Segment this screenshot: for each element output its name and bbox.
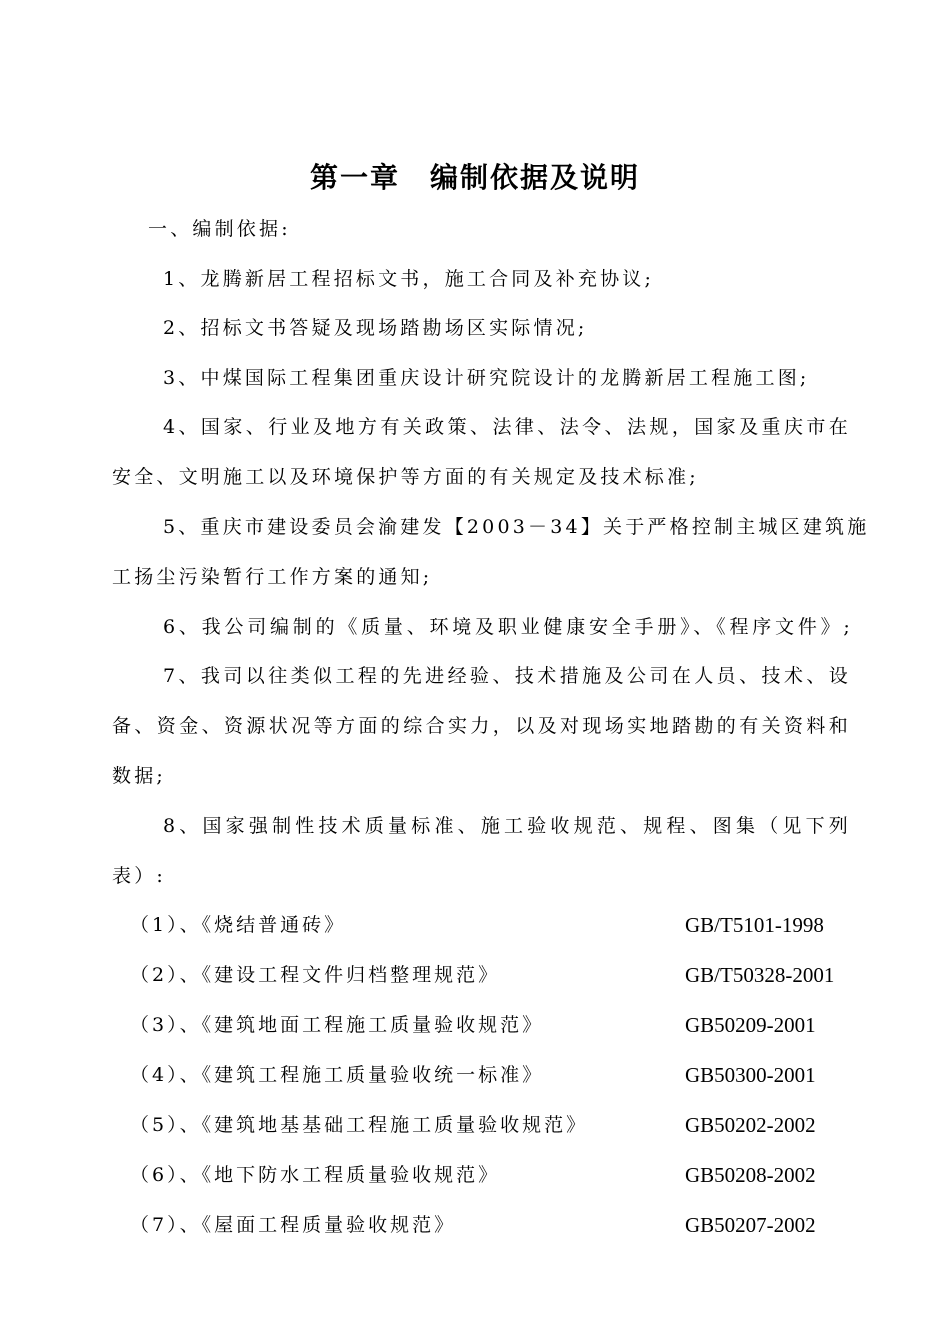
chapter-title: 第一章 编制依据及说明 <box>309 161 640 194</box>
basis-item-8-line-1: 8、国家强制性技术质量标准、施工验收规范、规程、图集（见下列 <box>163 815 851 837</box>
standard-label: （1）、《烧结普通砖》 <box>130 914 347 936</box>
standard-label: （3）、《建筑地面工程施工质量验收规范》 <box>130 1014 545 1036</box>
standard-label: （4）、《建筑工程施工质量验收统一标准》 <box>130 1064 545 1086</box>
basis-item-6: 6、我公司编制的《质量、环境及职业健康安全手册》、《程序文件》; <box>163 616 853 638</box>
standard-code: GB50208-2002 <box>685 1163 816 1187</box>
basis-item-4-line-1: 4、国家、行业及地方有关政策、法律、法令、法规，国家及重庆市在 <box>163 416 851 438</box>
basis-item-1: 1、龙腾新居工程招标文书，施工合同及补充协议; <box>163 268 655 290</box>
standard-code: GB/T50328-2001 <box>685 963 835 987</box>
basis-item-5-line-1: 5、重庆市建设委员会渝建发【2003－34】关于严格控制主城区建筑施 <box>163 516 870 538</box>
standard-label: （6）、《地下防水工程质量验收规范》 <box>130 1164 501 1186</box>
standard-code: GB50202-2002 <box>685 1113 816 1137</box>
standard-code: GB50207-2002 <box>685 1213 816 1237</box>
basis-item-2: 2、招标文书答疑及现场踏勘场区实际情况; <box>163 317 588 339</box>
basis-item-3: 3、中煤国际工程集团重庆设计研究院设计的龙腾新居工程施工图; <box>163 367 810 389</box>
standard-code: GB50209-2001 <box>685 1013 816 1037</box>
basis-item-4-line-2: 安全、文明施工以及环境保护等方面的有关规定及技术标准; <box>112 466 699 488</box>
standard-label: （7）、《屋面工程质量验收规范》 <box>130 1214 457 1236</box>
basis-item-8-line-2: 表）: <box>112 865 167 887</box>
section-heading: 一、编制依据: <box>148 218 291 240</box>
standard-code: GB50300-2001 <box>685 1063 816 1087</box>
basis-item-7-line-1: 7、我司以往类似工程的先进经验、技术措施及公司在人员、技术、设 <box>163 665 851 687</box>
basis-item-5-line-2: 工扬尘污染暂行工作方案的通知; <box>112 566 433 588</box>
standard-label: （5）、《建筑地基基础工程施工质量验收规范》 <box>130 1114 589 1136</box>
standard-code: GB/T5101-1998 <box>685 913 824 937</box>
basis-item-7-line-3: 数据; <box>112 765 167 787</box>
basis-item-7-line-2: 备、资金、资源状况等方面的综合实力，以及对现场实地踏勘的有关资料和 <box>112 715 851 737</box>
standard-label: （2）、《建设工程文件归档整理规范》 <box>130 964 501 986</box>
